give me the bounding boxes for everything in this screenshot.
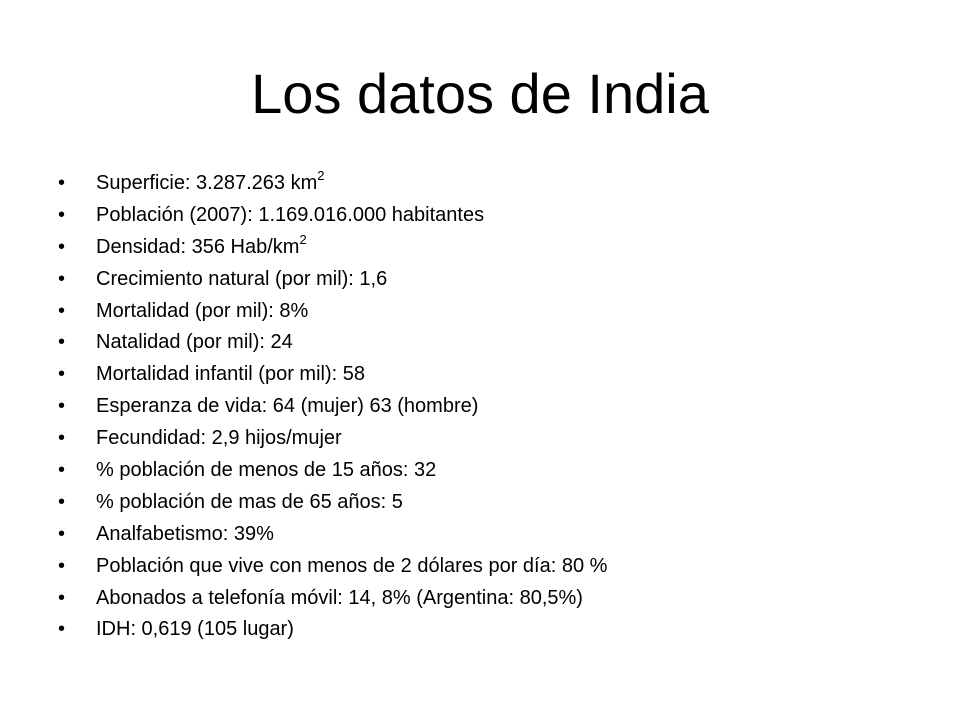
list-item-label: Natalidad (por mil): 24: [96, 331, 293, 354]
list-item-text: [96, 359, 365, 391]
list-item: [58, 455, 607, 487]
list-item: [58, 168, 607, 200]
list-item-label: Abonados a telefonía móvil: 14, 8% (Argentina: 80,5%): [96, 586, 583, 609]
list-item-text: [96, 614, 294, 646]
list-item: [58, 487, 607, 519]
list-item: [58, 551, 607, 583]
list-item-label: Mortalidad infantil (por mil): 58: [96, 363, 365, 386]
list-item-label: Fecundidad: 2,9 hijos/mujer: [96, 427, 342, 450]
bullet-dot-icon: •: [58, 299, 66, 322]
list-item-text: [96, 519, 274, 551]
list-item: [58, 232, 607, 264]
bullet-dot-icon: •: [58, 235, 66, 258]
list-item: [58, 359, 607, 391]
list-item: [58, 296, 607, 328]
bullet-dot-icon: •: [58, 331, 66, 354]
list-item: [58, 519, 607, 551]
bullet-dot-icon: •: [58, 203, 66, 226]
bullet-dot-icon: •: [58, 363, 66, 386]
list-item-text: [96, 168, 324, 200]
list-item-text: [96, 264, 387, 296]
superscript-exponent: 2: [317, 168, 325, 184]
list-item-label: % población de mas de 65 años: 5: [96, 490, 403, 513]
list-item-text: [96, 232, 307, 264]
bullet-dot-icon: •: [58, 395, 66, 418]
list-item-text: [96, 327, 293, 359]
slide-title: Los datos de India: [251, 62, 709, 125]
list-item-text: [96, 455, 436, 487]
bullet-dot-icon: •: [58, 522, 66, 545]
list-item-label: IDH: 0,619 (105 lugar): [96, 618, 294, 641]
bullet-dot-icon: •: [58, 427, 66, 450]
list-item: [58, 423, 607, 455]
bullet-list: [58, 168, 607, 646]
bullet-dot-icon: •: [58, 618, 66, 641]
list-item-label: Población que vive con menos de 2 dólares por día: 80 %: [96, 554, 608, 577]
list-item-text: [96, 583, 583, 615]
list-item-label: Crecimiento natural (por mil): 1,6: [96, 267, 388, 290]
bullet-dot-icon: •: [58, 459, 66, 482]
bullet-dot-icon: •: [58, 554, 66, 577]
list-item-label: Densidad: 356 Hab/km: [96, 235, 300, 258]
list-item-text: [96, 487, 403, 519]
list-item-text: [96, 200, 484, 232]
bullet-dot-icon: •: [58, 490, 66, 513]
list-item-text: [96, 391, 478, 423]
list-item-label: Mortalidad (por mil): 8%: [96, 299, 309, 322]
superscript-exponent: 2: [299, 232, 307, 248]
list-item-label: Población (2007): 1.169.016.000 habitantes: [96, 203, 485, 226]
list-item-text: [96, 551, 607, 583]
list-item-label: Analfabetismo: 39%: [96, 522, 274, 545]
list-item-label: % población de menos de 15 años: 32: [96, 459, 437, 482]
list-item: [58, 614, 607, 646]
list-item: [58, 391, 607, 423]
bullet-dot-icon: •: [58, 267, 66, 290]
list-item-text: [96, 423, 342, 455]
list-item: [58, 200, 607, 232]
list-item: [58, 583, 607, 615]
list-item-text: [96, 296, 308, 328]
list-item-label: Esperanza de vida: 64 (mujer) 63 (hombre): [96, 395, 479, 418]
list-item: [58, 264, 607, 296]
list-item-label: Superficie: 3.287.263 km: [96, 172, 318, 194]
list-item: [58, 327, 607, 359]
bullet-dot-icon: •: [58, 586, 66, 609]
bullet-dot-icon: •: [58, 172, 66, 194]
